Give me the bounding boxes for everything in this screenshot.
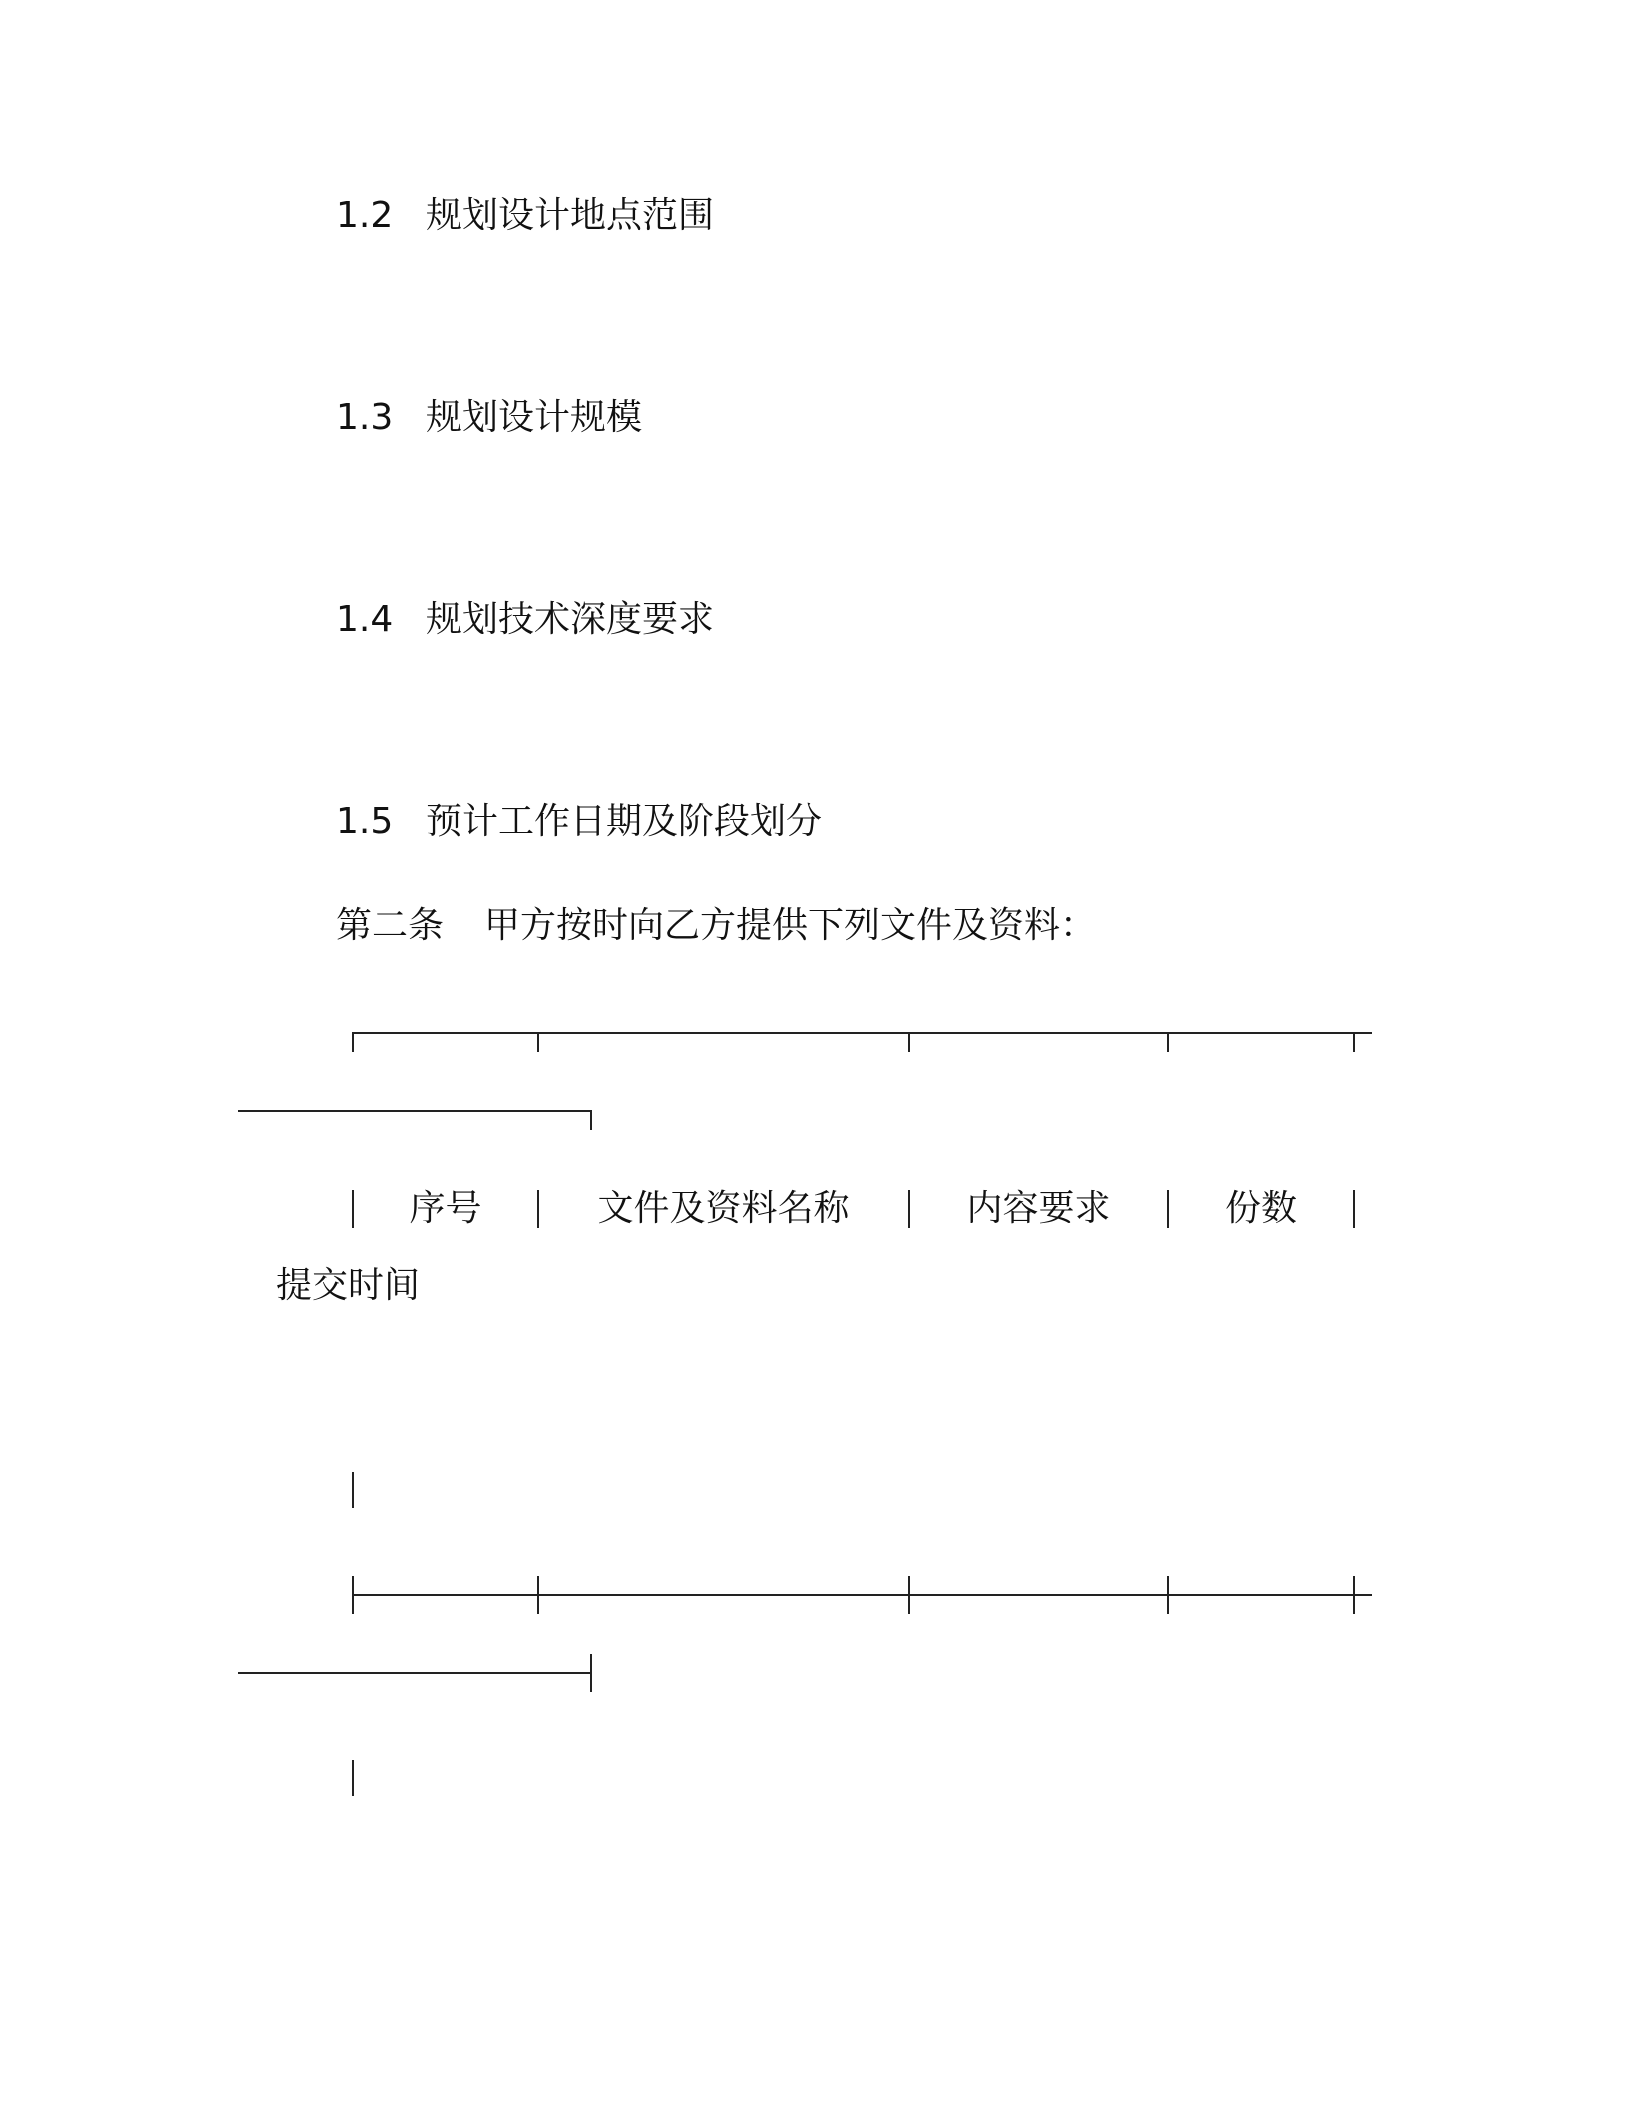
header-cell-name: 文件及资料名称 bbox=[597, 1188, 850, 1229]
article-2 bbox=[336, 902, 1096, 950]
section-1-3 bbox=[336, 394, 642, 442]
section-title: 规划设计地点范围 bbox=[426, 195, 715, 236]
section-title: 规划设计规模 bbox=[426, 397, 643, 438]
header-cell-submit-time: 提交时间 bbox=[276, 1265, 421, 1306]
table-row-border bbox=[352, 1760, 354, 1796]
section-number: 1.2 bbox=[336, 195, 394, 236]
section-1-2 bbox=[336, 192, 714, 240]
article-text: 甲方按时向乙方提供下列文件及资料： bbox=[484, 905, 1097, 946]
section-1-5 bbox=[336, 798, 822, 846]
header-cell-copies: 份数 bbox=[1224, 1188, 1297, 1229]
article-label: 第二条 bbox=[336, 905, 445, 946]
section-1-4 bbox=[336, 596, 714, 644]
section-number: 1.5 bbox=[336, 801, 394, 842]
section-title: 规划技术深度要求 bbox=[426, 599, 715, 640]
table-row-border bbox=[352, 1472, 354, 1508]
section-number: 1.4 bbox=[336, 599, 394, 640]
header-cell-index: 序号 bbox=[409, 1188, 482, 1229]
section-number: 1.3 bbox=[336, 397, 394, 438]
section-title: 预计工作日期及阶段划分 bbox=[426, 801, 823, 842]
header-cell-requirements: 内容要求 bbox=[966, 1188, 1111, 1229]
